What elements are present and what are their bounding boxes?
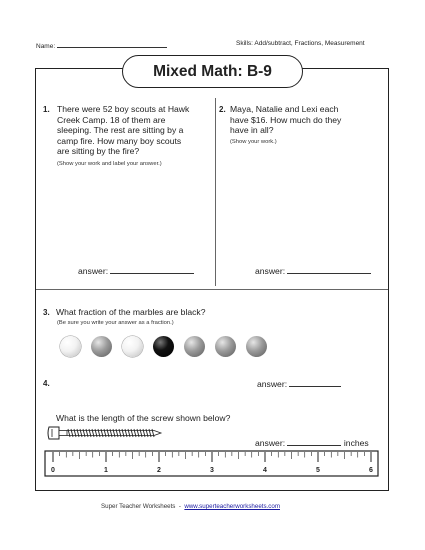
- answer-label: answer:: [257, 379, 288, 389]
- page-title: Mixed Math: B-9: [122, 55, 303, 88]
- question-1-line: are sitting by the fire?: [57, 146, 140, 157]
- name-blank[interactable]: [57, 39, 167, 48]
- question-1-line: Creek Camp. 18 of them are: [57, 114, 166, 125]
- question-2-answer: [255, 265, 371, 277]
- question-2-line: have $16. How much do they: [230, 114, 342, 125]
- question-3-number: 3.: [43, 308, 50, 317]
- answer-blank[interactable]: [110, 265, 194, 274]
- question-2-hint: (Show your work.): [230, 139, 277, 145]
- question-2-text: [230, 104, 380, 136]
- question-2-line: have in all?: [230, 125, 274, 136]
- unit-label: inches: [343, 438, 369, 448]
- question-1-line: camp fire. How many boy scouts: [57, 135, 182, 146]
- ruler-label: 6: [369, 467, 373, 474]
- marbles-row: [60, 336, 277, 360]
- ruler-label: 0: [51, 467, 55, 474]
- question-3-hint: (Be sure you write your answer as a fraction.): [57, 320, 174, 326]
- grey-marble: [215, 336, 236, 357]
- answer-blank[interactable]: [289, 378, 341, 387]
- name-label: Name:: [36, 43, 56, 50]
- ruler-label: 2: [157, 467, 161, 474]
- black-marble: [153, 336, 174, 357]
- question-1-number: 1.: [43, 105, 50, 114]
- name-field: [36, 39, 167, 50]
- grey-marble: [184, 336, 205, 357]
- answer-label: answer:: [255, 266, 286, 276]
- question-3-text: What fraction of the marbles are black?: [56, 307, 206, 317]
- horizontal-divider: [36, 289, 388, 290]
- answer-blank[interactable]: [287, 437, 341, 446]
- question-4-answer: [257, 378, 341, 390]
- footer-link[interactable]: www.superteacherworksheets.com: [184, 503, 280, 510]
- question-4-number: 4.: [43, 379, 50, 388]
- footer-separator: -: [178, 503, 181, 510]
- footer-brand: Super Teacher Worksheets: [101, 503, 176, 510]
- ruler-label: 4: [263, 467, 267, 474]
- question-1-line: There were 52 boy scouts at Hawk: [57, 104, 190, 114]
- ruler-label: 3: [210, 467, 214, 474]
- footer: [101, 503, 280, 510]
- answer-label: answer:: [78, 266, 109, 276]
- white-marble: [122, 336, 143, 357]
- question-2-line: Maya, Natalie and Lexi each: [230, 104, 339, 114]
- answer-label: answer:: [255, 438, 286, 448]
- screw-icon: [46, 423, 166, 443]
- question-1-line: sleeping. The rest are sitting by a: [57, 125, 184, 136]
- question-1-text: [57, 104, 217, 157]
- white-marble: [60, 336, 81, 357]
- question-1-hint: (Show your work and label your answer.): [57, 161, 162, 167]
- question-2-number: 2.: [219, 105, 226, 114]
- grey-marble: [246, 336, 267, 357]
- skills-text: Skills: Add/subtract, Fractions, Measurement: [236, 40, 365, 47]
- ruler-label: 5: [316, 467, 320, 474]
- grey-marble: [91, 336, 112, 357]
- question-1-answer: [78, 265, 194, 277]
- ruler: [44, 450, 380, 478]
- screw-question-text: What is the length of the screw shown below?: [56, 413, 231, 423]
- length-answer: [255, 437, 369, 449]
- answer-blank[interactable]: [287, 265, 371, 274]
- ruler-label: 1: [104, 467, 108, 474]
